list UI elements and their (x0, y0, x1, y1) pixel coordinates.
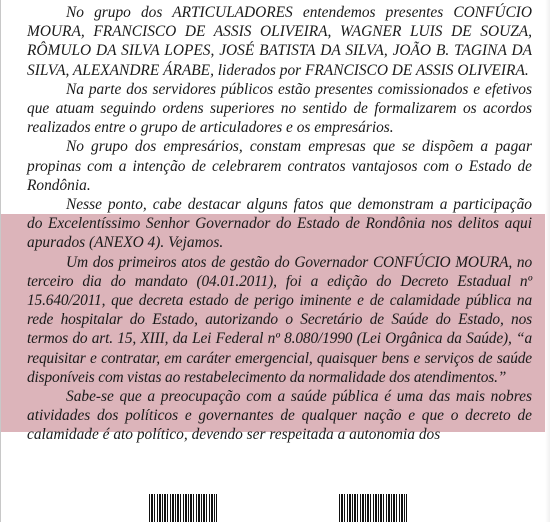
barcode-right (339, 494, 407, 522)
paragraph-servidores: Na parte dos servidores públicos estão presentes comissionados e efetivos que atuam seguindo ordens superiores no sentido de formalizarem os acordos realizados entre o grupo de articuladores e os empresários. (27, 80, 532, 137)
paragraph-articuladores: No grupo dos ARTICULADORES entendemos presentes CONFÚCIO MOURA, FRANCISCO DE ASSIS OLIVEIRA, WAGNER LUIS DE SOUZA, RÔMULO DA SILVA LOPES, JOSÉ BATISTA DA SILVA, JOÃO B. TAGINA DA SILVA, ALEXANDRE ÁRABE, liderados por FRANCISCO DE ASSIS OLIVEIRA. (27, 4, 532, 79)
paragraph-saude-publica: Sabe-se que a preocupação com a saúde pública é uma das mais nobres atividades dos políticos e governantes de qualquer nação e que o decreto de calamidade é ato político, devendo ser respeitada a autonomia dos (27, 388, 532, 444)
page-edge (545, 0, 550, 522)
document-body (27, 3, 532, 445)
paragraph-destaque: Nesse ponto, cabe destacar alguns fatos que demonstram a participação do Excelentíssimo Senhor Governador do Estado de Rondônia nos delitos aqui apurados (ANEXO 4). Vejamos. (27, 196, 532, 252)
paragraph-decreto: Um dos primeiros atos de gestão do Governador CONFÚCIO MOURA, no terceiro dia do mandato (04.01.2011), foi a edição do Decreto Estadual nº 15.640/2011, que decreta estado de perigo iminente e de calamidade pública na rede hospitalar do Estado, autorizando o Secretário de Saúde do Estado, nos termos do art. 15, XIII, da Lei Federal nº 8.080/1990 (Lei Orgânica da Saúde), “a requisitar e contratar, em caráter emergencial, quaisquer bens e serviços de saúde disponíveis com vistas ao restabelecimento da normalidade dos atendimentos.” (27, 253, 532, 386)
paragraph-empresarios: No grupo dos empresários, constam empresas que se dispõem a pagar propinas com a intenção de celebrarem contratos vantajosos com o Estado de Rondônia. (27, 138, 532, 194)
barcode-left (149, 494, 217, 522)
